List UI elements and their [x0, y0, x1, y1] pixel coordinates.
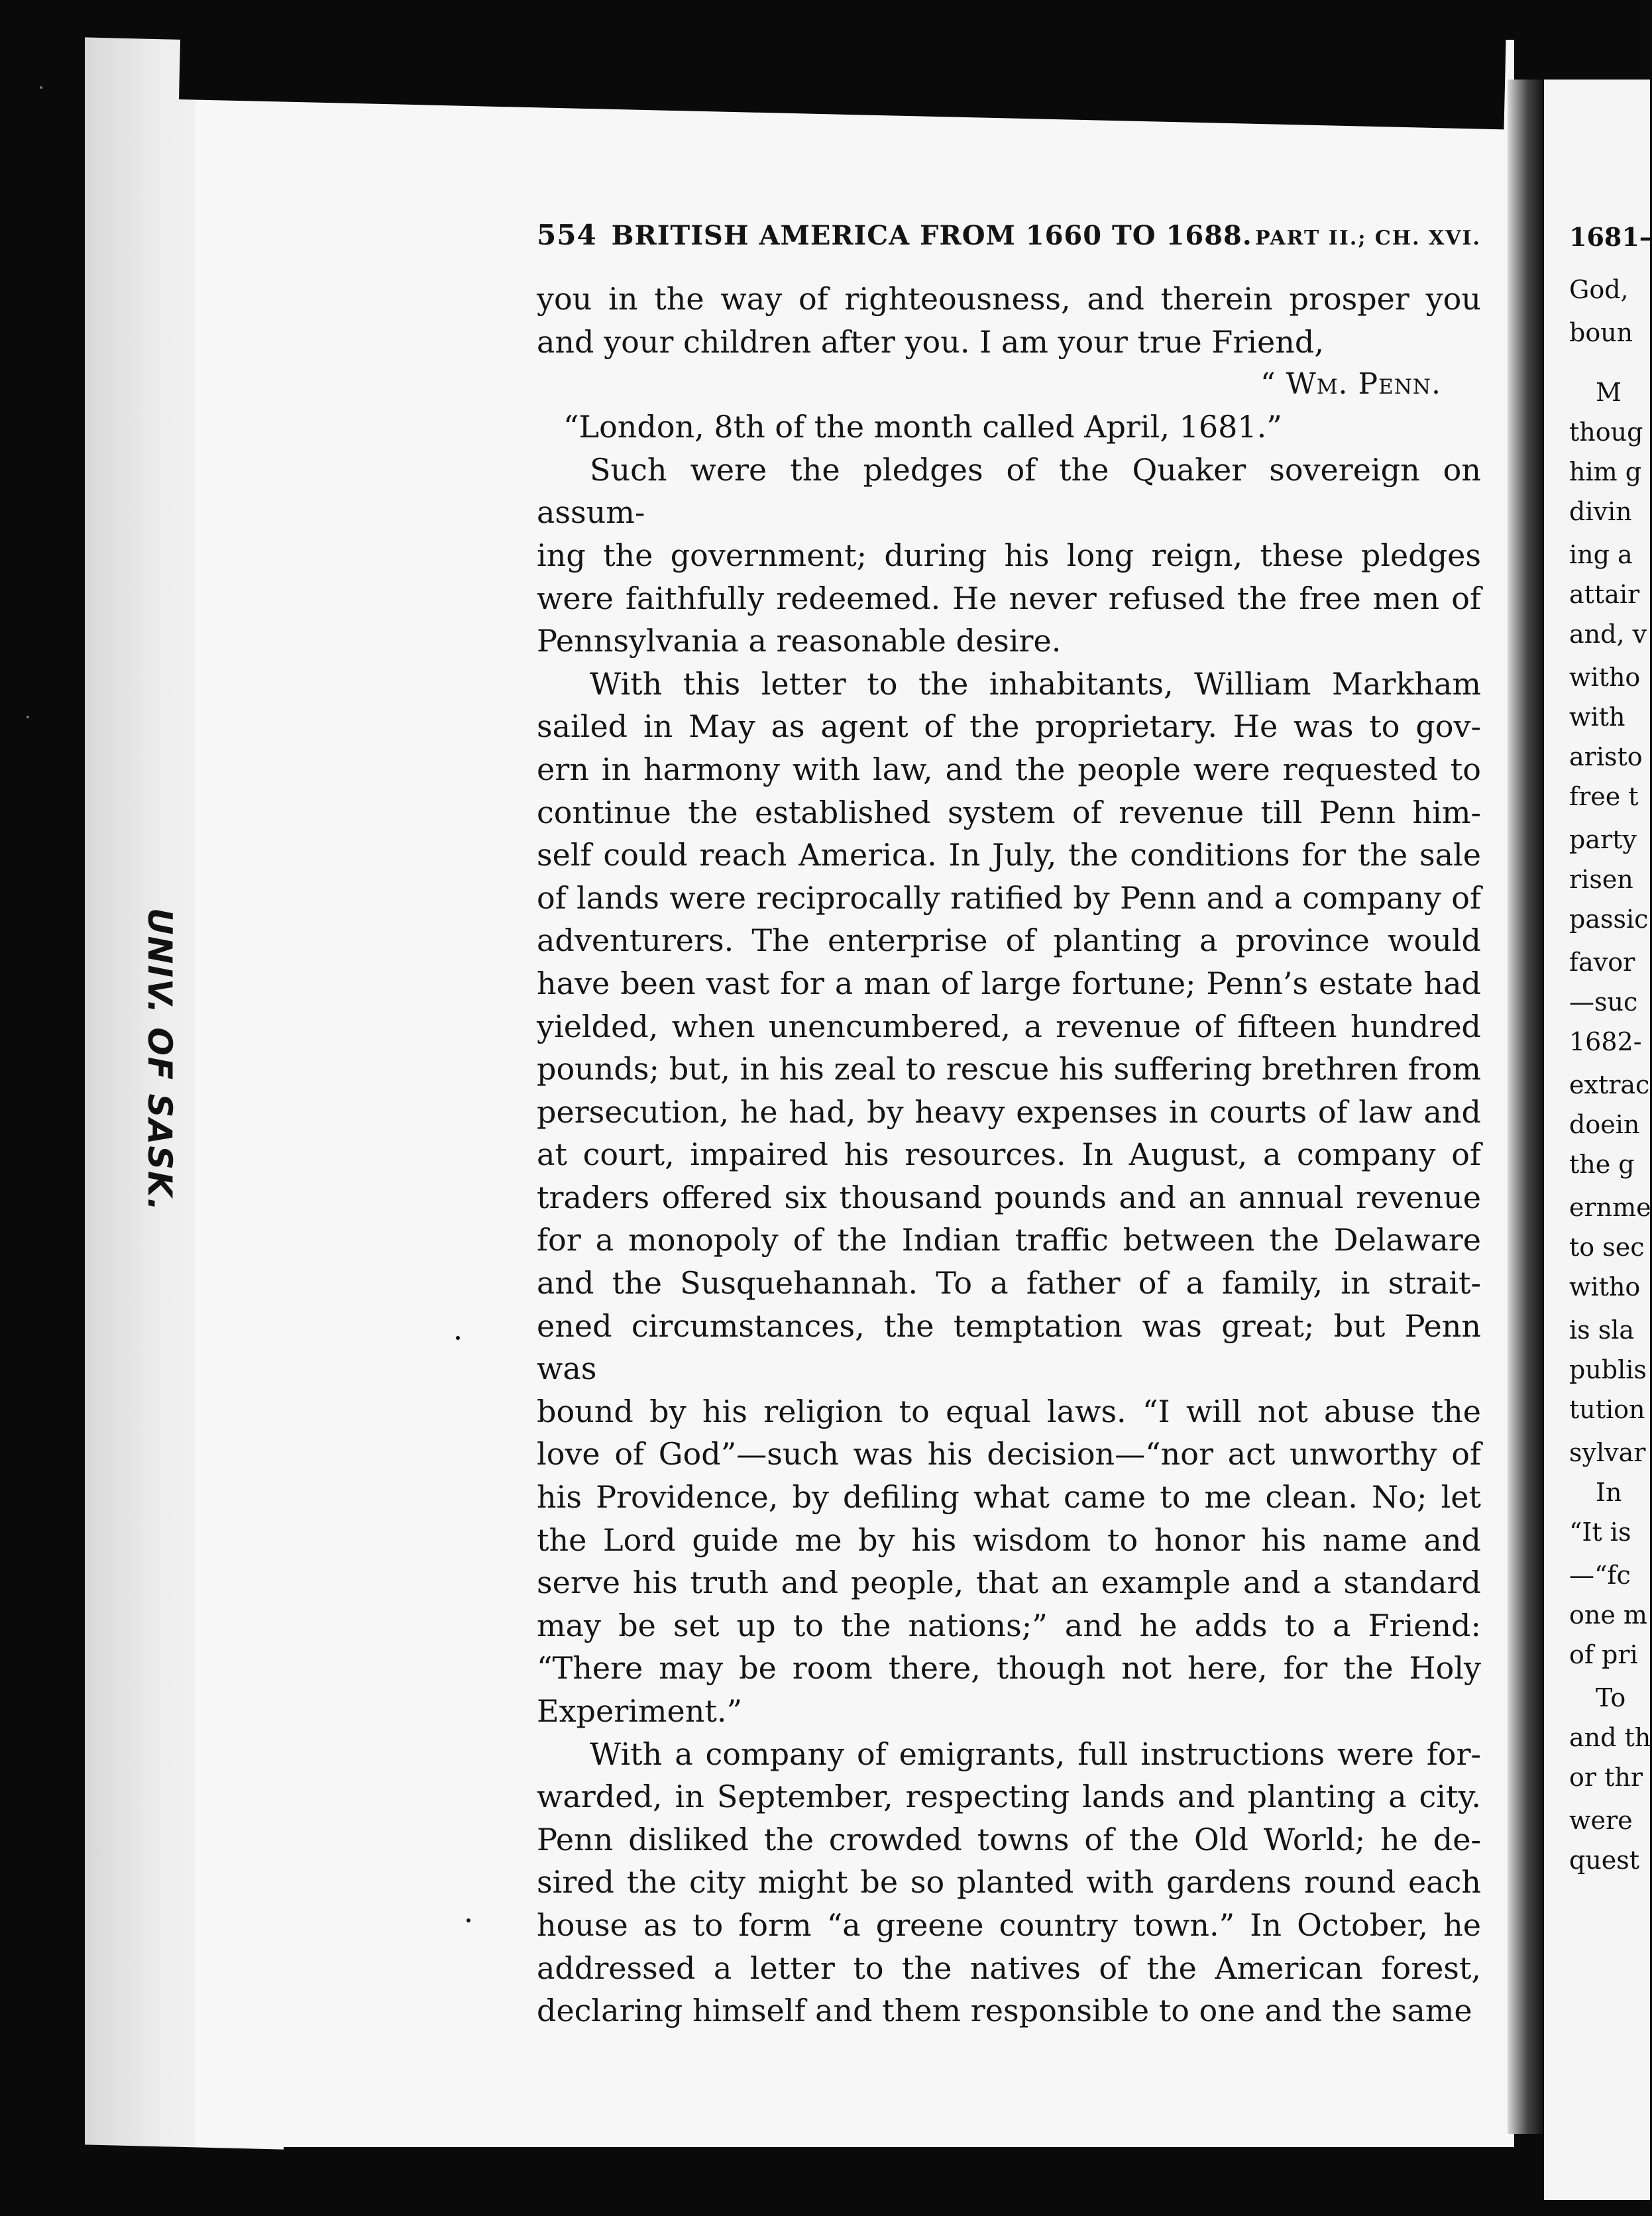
text-line: addressed a letter to the natives of the American forest, — [537, 1950, 1481, 1986]
text-line: traders offered six thousand pounds and an annual revenue — [537, 1179, 1481, 1215]
facing-line-fragment: were — [1569, 1806, 1633, 1835]
facing-line-fragment: “It is — [1569, 1518, 1631, 1547]
facing-line-fragment: sylvar — [1569, 1438, 1646, 1467]
facing-line-fragment: publis — [1569, 1355, 1647, 1384]
facing-line-fragment: passic — [1569, 905, 1649, 934]
text-line: Pennsylvania a reasonable desire. — [537, 623, 1062, 659]
scan-speck — [27, 716, 29, 718]
part-chapter: PART II.; CH. XVI. — [1255, 227, 1481, 250]
text-line: house as to form “a greene country town.” In October, he — [537, 1907, 1481, 1943]
running-title: BRITISH AMERICA FROM 1660 TO 1688. — [611, 220, 1252, 251]
text-line: sired the city might be so planted with gardens round each — [537, 1864, 1481, 1901]
facing-line-fragment: favor — [1569, 948, 1635, 977]
text-line: you in the way of righteousness, and therein prosper you — [537, 281, 1481, 317]
facing-line-fragment: with — [1569, 702, 1625, 732]
facing-page — [1544, 80, 1650, 2200]
facing-line-fragment: party — [1569, 825, 1637, 854]
text-line: self could reach America. In July, the conditions for the sale — [537, 837, 1481, 873]
facing-line-fragment: ernme — [1569, 1193, 1651, 1222]
facing-line-fragment: witho — [1569, 1272, 1641, 1302]
signature: “ Wm. Penn. — [1260, 367, 1441, 402]
text-line: for a monopoly of the Indian traffic between the Delaware — [537, 1222, 1481, 1258]
facing-line-fragment: M — [1596, 378, 1622, 407]
dateline: “London, 8th of the month called April, 1681.” — [563, 409, 1282, 445]
facing-line-fragment: To — [1596, 1683, 1626, 1712]
facing-line-fragment: free t — [1569, 782, 1639, 811]
facing-line-fragment: attair — [1569, 580, 1640, 609]
facing-line-fragment: or thr — [1569, 1763, 1643, 1792]
text-line: serve his truth and people, that an example and a standard — [537, 1565, 1481, 1601]
facing-line-fragment: doein — [1569, 1110, 1640, 1139]
page-text — [537, 219, 1481, 2032]
facing-line-fragment: tution — [1569, 1395, 1645, 1424]
text-line: “There may be room there, though not here, for the Holy — [537, 1650, 1481, 1687]
facing-line-fragment: and, v — [1569, 620, 1647, 649]
facing-line-fragment: —suc — [1569, 987, 1638, 1017]
text-line: bound by his religion to equal laws. “I will not abuse the — [537, 1393, 1481, 1429]
text-line: and your children after you. I am your true Friend, — [537, 323, 1324, 360]
text-line: declaring himself and them responsible to one and the same — [537, 1993, 1472, 2029]
library-stamp: UNIV. OF SASK. — [140, 908, 179, 1212]
text-line: adventurers. The enterprise of planting a province would — [537, 922, 1481, 959]
page-number: 554 — [537, 219, 597, 251]
book-gutter — [1508, 80, 1544, 2134]
text-line: Penn disliked the crowded towns of the Old World; he de- — [537, 1821, 1481, 1857]
running-header — [537, 219, 1481, 251]
paragraph-markham — [537, 663, 1481, 1733]
facing-line-fragment: witho — [1569, 663, 1641, 692]
facing-line-fragment: of pri — [1569, 1640, 1638, 1669]
text-line: love of God”—such was his decision—“nor act unworthy of — [537, 1436, 1481, 1472]
facing-line-fragment: ing a — [1569, 540, 1633, 569]
facing-line-fragment: 1682- — [1569, 1027, 1642, 1056]
facing-header-fragment: 1681– — [1569, 222, 1652, 252]
facing-line-fragment: and th — [1569, 1723, 1651, 1752]
facing-line-fragment: him g — [1569, 457, 1642, 486]
text-line: were faithfully redeemed. He never refused the free men of — [537, 580, 1481, 616]
facing-line-fragment: aristo — [1569, 742, 1643, 771]
paragraph-letter-close — [537, 278, 1481, 363]
text-line: ern in harmony with law, and the people were requested to — [537, 751, 1481, 787]
facing-line-fragment: the g — [1569, 1150, 1635, 1179]
text-line: have been vast for a man of large fortune; Penn’s estate had — [537, 965, 1481, 1001]
scan-speck — [40, 86, 42, 89]
text-line: pounds; but, in his zeal to rescue his suffering brethren from — [537, 1051, 1481, 1087]
facing-line-fragment: divin — [1569, 497, 1632, 526]
text-line: the Lord guide me by his wisdom to honor his name and — [537, 1522, 1481, 1558]
text-line: With a company of emigrants, full instructions were for- — [590, 1736, 1481, 1772]
facing-line-fragment: one m — [1569, 1600, 1647, 1630]
paragraph-emigrants — [537, 1733, 1481, 2032]
paragraph-pledges — [537, 449, 1481, 663]
text-line: of lands were reciprocally ratified by Penn and a company of — [537, 879, 1481, 916]
facing-line-fragment: quest — [1569, 1846, 1640, 1875]
text-line: ing the government; during his long reign, these pledges — [537, 537, 1481, 573]
facing-line-fragment: thoug — [1569, 417, 1643, 447]
text-line: Experiment.” — [537, 1693, 742, 1729]
text-line: persecution, he had, by heavy expenses in courts of law and — [537, 1093, 1481, 1130]
text-line: and the Susquehannah. To a father of a family, in strait- — [537, 1265, 1481, 1302]
text-line: may be set up to the nations;” and he adds to a Friend: — [537, 1607, 1481, 1643]
facing-line-fragment: to sec — [1569, 1233, 1645, 1262]
text-line: yielded, when unencumbered, a revenue of fifteen hundred — [537, 1008, 1481, 1044]
facing-line-fragment: boun — [1569, 318, 1633, 347]
scan-speck — [467, 1918, 470, 1922]
scan-speck — [456, 1336, 460, 1340]
text-line: his Providence, by defiling what came to me clean. No; let — [537, 1479, 1481, 1516]
facing-line-fragment: is sla — [1569, 1315, 1635, 1345]
text-line: With this letter to the inhabitants, William Markham — [590, 665, 1481, 702]
text-line: warded, in September, respecting lands and planting a city. — [537, 1779, 1481, 1815]
facing-line-fragment: risen — [1569, 865, 1633, 894]
text-line: at court, impaired his resources. In August, a company of — [537, 1136, 1481, 1173]
text-line: sailed in May as agent of the proprietary. He was to gov- — [537, 708, 1481, 745]
facing-line-fragment: extrac — [1569, 1070, 1650, 1099]
facing-line-fragment: God, — [1569, 275, 1629, 304]
facing-line-fragment: In — [1596, 1478, 1622, 1507]
text-line: Such were the pledges of the Quaker sovereign on assum- — [537, 451, 1481, 531]
facing-line-fragment: —“fc — [1569, 1561, 1631, 1590]
text-line: continue the established system of revenue till Penn him- — [537, 794, 1481, 830]
text-line: ened circumstances, the temptation was great; but Penn was — [537, 1307, 1481, 1387]
